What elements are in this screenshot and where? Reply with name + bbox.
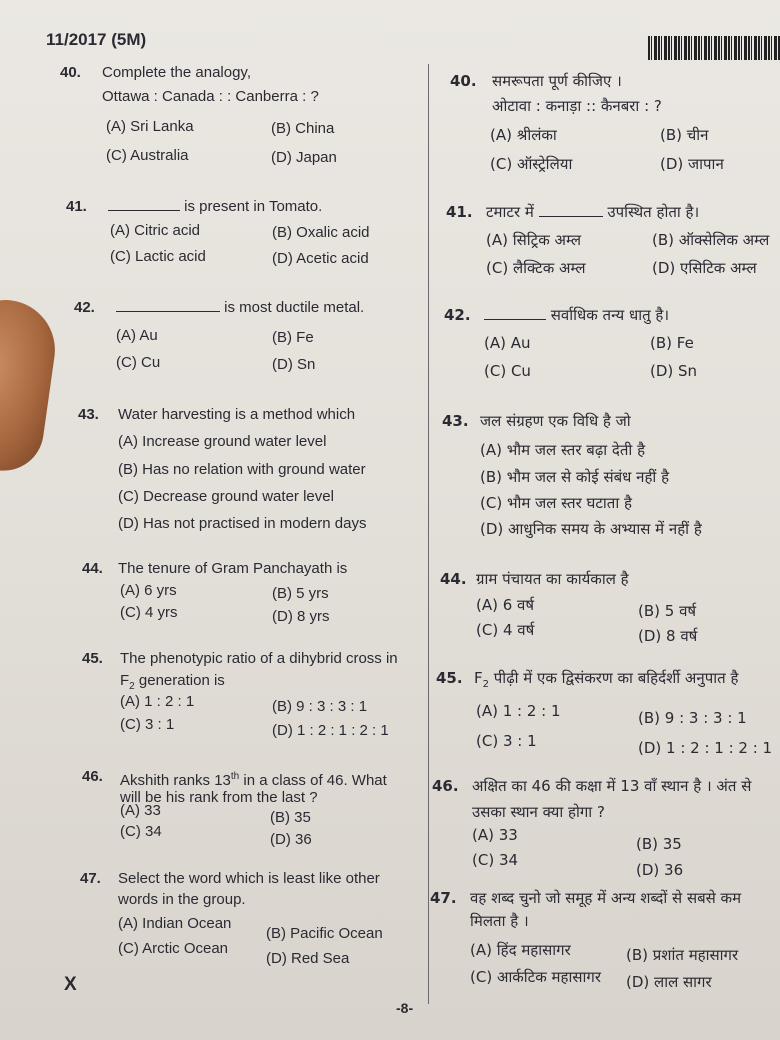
f-subscript: 2 [482,679,490,690]
thumb-in-photo [0,294,61,476]
question-number: 42. [444,306,471,324]
question-47-hi [430,887,778,997]
ordinal-suffix: th [230,771,240,782]
option-b: (B) China [271,120,335,137]
answer-blank [108,196,180,211]
question-stem-text-2: उपस्थित होता है। [607,203,700,221]
option-d: (D) 36 [270,831,312,848]
option-a: (A) Au [116,327,158,344]
option-b: (B) Fe [272,329,314,346]
option-d: (D) Has not practised in modern days [118,515,367,532]
option-c: (C) 4 yrs [120,604,178,621]
option-b: (B) भौम जल से कोई संबंध नहीं है [480,468,670,486]
option-a: (A) भौम जल स्तर बढ़ा देती है [480,441,646,459]
option-c: (C) भौम जल स्तर घटाता है [480,494,632,512]
question-stem-line2: ओटावा : कनाड़ा :: कैनबरा : ? [492,97,662,115]
question-42-hi [444,304,774,384]
question-number: 45. [82,650,103,667]
option-d: (D) लाल सागर [626,973,712,991]
option-c: (C) Cu [484,362,531,380]
question-number: 45. [436,669,463,687]
option-b: (B) 5 वर्ष [638,602,697,620]
option-c: (C) Lactic acid [110,248,206,265]
option-d: (D) जापान [660,155,724,173]
question-stem: वह शब्द चुनो जो समूह में अन्य शब्दों से सबसे कम [470,889,742,907]
question-stem-text-2: in a class of 46. What [239,772,387,789]
question-number: 47. [80,870,101,887]
question-41-en [66,196,421,276]
option-b: (B) 35 [270,809,311,826]
question-stem [116,297,364,319]
option-c: (C) ऑस्ट्रेलिया [490,155,573,173]
answer-blank [116,297,220,312]
answer-blank [539,202,603,217]
question-43-hi [442,410,776,545]
question-stem: Water harvesting is a method which [118,406,356,423]
option-d: (D) Sn [272,356,316,373]
option-d: (D) 1 : 2 : 1 : 2 : 1 [272,722,389,739]
option-c: (C) Cu [116,354,161,371]
question-stem-text: is most ductile metal. [224,299,365,316]
question-40-en [60,62,420,182]
question-stem-text: सर्वाधिक तन्य धातु है। [550,306,670,324]
option-c: (C) 34 [120,823,162,840]
question-stem-line2: Ottawa : Canada : : Canberra : ? [102,88,319,105]
question-number: 41. [66,198,87,215]
question-45-en [82,648,427,748]
question-number: 40. [60,64,81,81]
question-stem: The phenotypic ratio of a dihybrid cross in [120,650,398,667]
f-symbol: F [120,672,130,689]
question-44-en [82,558,422,628]
option-d: (D) Japan [271,149,337,166]
option-a: (A) सिट्रिक अम्ल [486,231,582,249]
option-c: (C) Arctic Ocean [118,940,229,957]
question-46-hi [432,775,778,879]
option-a: (A) 1 : 2 : 1 [476,702,561,720]
option-d: (D) Acetic acid [272,250,369,267]
question-number: 42. [74,299,95,316]
option-d: (D) एसिटिक अम्ल [652,259,757,277]
question-stem-line2: मिलता है । [470,912,529,930]
option-b: (B) Oxalic acid [272,224,370,241]
option-c: (C) Australia [106,147,189,164]
question-number: 46. [82,768,103,785]
question-stem: समरूपता पूर्ण कीजिए । [492,72,622,90]
option-c: (C) 3 : 1 [120,716,175,733]
option-b: (B) Fe [650,334,694,352]
question-43-en [78,404,423,534]
question-stem-line2: will be his rank from the last ? [120,789,318,806]
option-d: (D) 8 वर्ष [638,627,698,645]
question-stem: अक्षित का 46 की कक्षा में 13 वाँ स्थान है । अंत से [472,777,752,795]
option-a: (A) Citric acid [110,222,201,239]
option-c: (C) 3 : 1 [476,732,537,750]
option-b: (B) Pacific Ocean [266,925,383,942]
question-stem-line2: उसका स्थान क्या होगा ? [472,803,605,821]
answer-blank [484,305,546,320]
option-d: (D) आधुनिक समय के अभ्यास में नहीं है [480,520,702,538]
question-stem [474,667,738,696]
question-45-hi [436,667,778,762]
exam-code: 11/2017 (5M) [46,30,147,49]
option-a: (A) Increase ground water level [118,433,327,450]
option-a: (A) Sri Lanka [106,118,194,135]
option-a: (A) Au [484,334,531,352]
option-d: (D) 8 yrs [272,608,330,625]
question-stem-text: is present in Tomato. [184,198,323,215]
question-stem [108,196,322,218]
question-number: 47. [430,889,457,907]
f-subscript: 2 [129,681,135,692]
option-b: (B) Has no relation with ground water [118,461,366,478]
option-b: (B) 35 [636,835,682,853]
question-stem: Select the word which is least like other [118,870,380,887]
question-stem-line2: words in the group. [118,891,246,908]
question-stem-text: Akshith ranks 13 [120,772,231,789]
question-46-en [82,766,427,856]
question-44-hi [440,568,776,648]
question-stem: Complete the analogy, [102,64,251,81]
barcode [648,36,780,60]
question-41-hi [446,201,778,286]
question-stem [486,201,699,223]
option-d: (D) Red Sea [266,950,350,967]
booklet-set-letter: X [64,974,77,995]
question-stem-text: टमाटर में [486,203,534,221]
option-d: (D) 1 : 2 : 1 : 2 : 1 [638,739,773,757]
option-b: (B) ऑक्सेलिक अम्ल [652,231,770,249]
option-a: (A) 6 वर्ष [476,596,535,614]
question-stem: जल संग्रहण एक विधि है जो [480,412,631,430]
question-number: 44. [82,560,103,577]
question-number: 46. [432,777,459,795]
question-stem: The tenure of Gram Panchayath is [118,560,348,577]
option-b: (B) 9 : 3 : 3 : 1 [638,709,747,727]
option-c: (C) 4 वर्ष [476,621,535,639]
question-number: 40. [450,72,477,90]
question-stem-text: generation is [134,672,225,689]
question-stem: ग्राम पंचायत का कार्यकाल है [476,570,629,588]
f-symbol: F [474,669,483,687]
question-number: 44. [440,570,467,588]
option-a: (A) श्रीलंका [490,126,557,144]
option-a: (A) 33 [120,802,161,819]
option-d: (D) Sn [650,362,698,380]
option-c: (C) आर्कटिक महासागर [470,968,601,986]
question-number: 41. [446,203,473,221]
option-b: (B) 9 : 3 : 3 : 1 [272,698,368,715]
question-number: 43. [78,406,99,423]
option-b: (B) चीन [660,126,709,144]
page-number: -8- [396,1000,414,1016]
question-stem [484,304,669,326]
column-divider [428,64,429,1004]
option-a: (A) 33 [472,826,518,844]
question-stem-text: पीढ़ी में एक द्विसंकरण का बहिर्दर्शी अनुपात है [489,669,739,687]
question-47-en [80,868,428,978]
option-c: (C) 34 [472,851,519,869]
option-a: (A) 1 : 2 : 1 [120,693,195,710]
option-a: (A) 6 yrs [120,582,177,599]
option-b: (B) 5 yrs [272,585,329,602]
option-c: (C) Decrease ground water level [118,488,334,505]
option-a: (A) हिंद महासागर [470,941,571,959]
question-number: 43. [442,412,469,430]
option-b: (B) प्रशांत महासागर [626,946,739,964]
option-a: (A) Indian Ocean [118,915,232,932]
question-42-en [74,297,419,382]
option-d: (D) 36 [636,861,684,879]
question-40-hi [450,70,775,185]
option-c: (C) लैक्टिक अम्ल [486,259,586,277]
